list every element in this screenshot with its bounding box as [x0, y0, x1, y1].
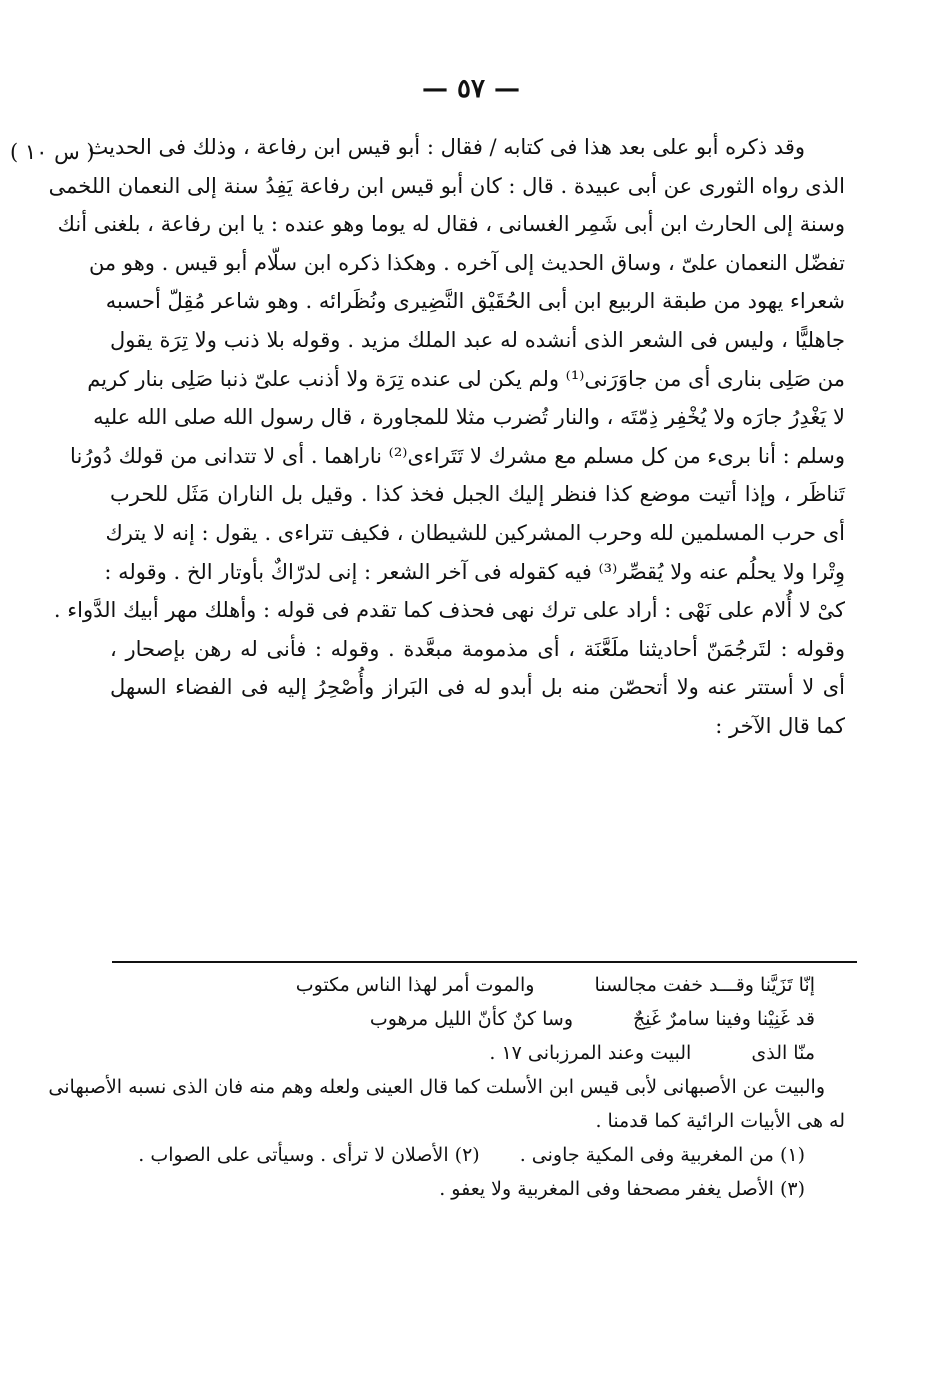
note-paragraph-line: له هى الأبيات الرائية كما قدمنا .: [595, 1110, 845, 1132]
verse-line: [110, 968, 845, 1002]
text-line: وسلم : أنا برىء من كل مسلم مع مشرك لا تَتَراءى⁽²⁾ ناراهما . أى لا تتدانى من قولك دُورُنا: [70, 443, 845, 468]
text-line: أى لا أستتر عنه ولا أتحصّن منه بل أبدو له فى البَراز وأُصْحِرُ إليه فى الفضاء السهل: [110, 675, 845, 700]
text-line: وسنة إلى الحارث ابن أبى شَمِر الغسانى ، فقال له يوما وهو عنده : يا ابن رفاعة ، بلغنى أنك: [57, 212, 845, 237]
text-line: لا يَغْدِرُ جارَه ولا يُخْفِر ذِمّتَه ، والنار تُضرب مثلا للمجاورة ، قال رسول الله صلى الله عليه: [93, 405, 845, 430]
text-line: وقد ذكره أبو على بعد هذا فى كتابه / فقال : أبو قيس ابن رفاعة ، وذلك فى الحديث: [88, 135, 805, 159]
footnote-3: (٣) الأصل يغفر مصحفا وفى المغربية ولا يعفو .: [439, 1178, 805, 1200]
text-line: جاهليًّا ، وليس فى الشعر الذى أنشده له عبد الملك مزيد . وقوله بلا ذنب ولا تِرَة يقول: [110, 327, 845, 352]
text-line: وِتْرا ولا يحلُم عنه ولا يُقصِّر⁽³⁾ فيه كقوله فى آخر الشعر : إنى لدرّاكٌ بأوتار الخ . وقوله :: [104, 559, 845, 584]
footnote-2: (٢) الأصلان لا ترأى . وسيأتى على الصواب .: [138, 1144, 480, 1166]
verse-hemistich: والموت أمر لهذا الناس مكتوب: [295, 974, 535, 996]
page-number: — ٥٧ —: [421, 74, 521, 104]
footnote-separator: [112, 961, 857, 963]
text-line: كما قال الآخر :: [715, 713, 845, 738]
verse-hemistich: قد غَنِيْنا وفينا سامرٌ غَنِجٌ: [633, 1008, 815, 1030]
text-line: تَناظَر ، وإذا أتيت موضع كذا فنظر إليك الجبل فخذ كذا . وقيل بل الناران مَثَل للحرب: [110, 482, 845, 507]
verse-line: [110, 1036, 845, 1070]
text-line: وقوله : لتَرجُمَنّ أحاديثنا ملَعَّنَة ، أى مذمومة مبعَّدة . وقوله : فأنى له رهن بإصحار ،: [110, 636, 845, 661]
verse-line: [110, 1002, 845, 1036]
margin-reference: ( س ١٠ ): [10, 140, 95, 164]
text-line: تفضّل النعمان علىّ ، وساق الحديث إلى آخره . وهكذا ذكره ابن سلّام أبو قيس . وهو من: [88, 250, 845, 275]
verse-hemistich: وسا كنٌ كأنّ الليل مرهوب: [369, 1008, 574, 1030]
text-line: شعراء يهود من طبقة الربيع ابن أبى الحُقَيْق النَّضِيرى ونُظَرائه . وهو شاعر مُقِلّ أحسبه: [105, 289, 845, 314]
verse-hemistich: منّا الذى: [751, 1042, 815, 1064]
text-line: أى حرب المسلمين لله وحرب المشركين للشيطان ، فكيف تتراءى . يقول : إنه لا يترك: [105, 520, 845, 545]
footnote-row: [110, 1138, 845, 1172]
text-line: كىْ لا أُلام على نَهْى : أراد على ترك نهى فحذف كما تقدم فى قوله : وأهلك مهر أبيك الدَّواء .: [53, 598, 845, 623]
note-paragraph-line: والبيت عن الأصبهانى لأبى قيس ابن الأسلت كما قال العينى ولعله وهم منه فان الذى نسبه الأصبهانى: [48, 1076, 825, 1098]
verse-hemistich: البيت وعند المرزبانى ١٧ .: [489, 1042, 692, 1064]
text-line: الذى رواه الثورى عن أبى عبيدة . قال : كان أبو قيس ابن رفاعة يَفِدُ سنة إلى النعمان اللخمى: [48, 173, 845, 198]
footnote-row: [110, 1172, 845, 1206]
text-line: من صَلِى بنارى أى من جاوَرَنى⁽¹⁾ ولم يكن لى عنده تِرَة ولا أذنب علىّ ذنبا صَلِى بنار كريم: [87, 366, 845, 391]
footnote-1: (١) من المغربية وفى المكية جاونى .: [519, 1144, 805, 1166]
verse-hemistich: إنّا تَزَيَّنا وقـــد خفت مجالسنا: [594, 974, 815, 996]
footnotes-block: [48, 968, 845, 1206]
